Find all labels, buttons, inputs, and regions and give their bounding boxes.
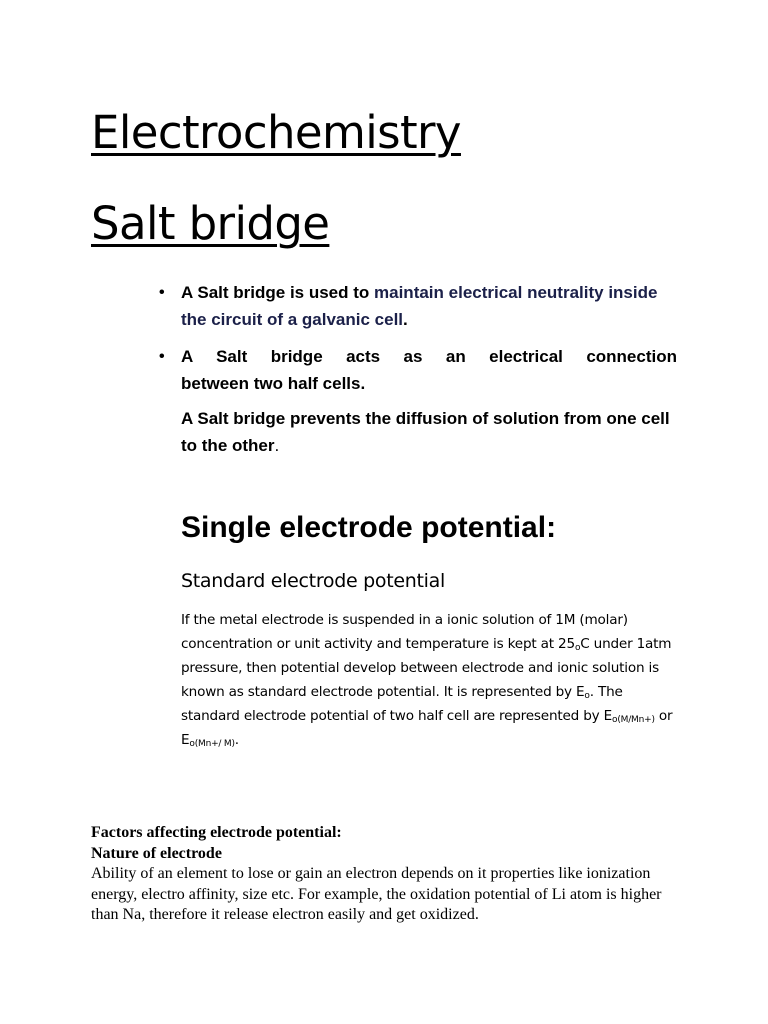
std-text-main: If the metal electrode is suspended in a ionic solution of 1M (molar) concentration or unit activity and temperature is kept at 25: [181, 612, 628, 652]
factors-heading: Factors affecting electrode potential:: [91, 824, 342, 841]
diffusion-end: .: [274, 436, 280, 455]
bullet-1-end: .: [403, 310, 408, 329]
list-item: [159, 343, 677, 397]
bullet-dot-icon: •: [159, 348, 165, 365]
std-sub-o1: o: [574, 643, 581, 653]
bullet-2-line-1: A Salt bridge acts as an electrical connection: [181, 347, 677, 366]
page-title: Electrochemistry: [91, 106, 461, 159]
salt-bridge-bullet-list: [159, 279, 677, 397]
list-item: [159, 279, 677, 333]
std-sub-o2: o: [584, 691, 590, 701]
salt-bridge-diffusion-paragraph: [181, 405, 677, 459]
factors-paragraph: Ability of an element to lose or gain an electron depends on it properties like ionization energy, electro affinity, size etc. For example, the oxidation potential of Li atom is higher than Na, therefore it release electron easily and get oxidized.: [91, 865, 662, 923]
std-text-or: or E: [181, 708, 673, 748]
bullet-dot-icon: •: [159, 284, 165, 301]
std-text-c: C under 1atm pressure, then potential develop between electrode and ionic solution is known as standard electrode potential. It is represented by E: [181, 636, 672, 700]
std-text-end: .: [234, 732, 239, 748]
factors-section: [91, 823, 676, 926]
std-sub-m1: o(M/Mn+): [612, 715, 655, 725]
bullet-1-lead: A Salt bridge is used to: [181, 283, 375, 302]
standard-electrode-heading: Standard electrode potential: [181, 570, 445, 592]
bullet-1-highlight: maintain electrical neutrality inside the circuit of a galvanic cell: [181, 283, 658, 329]
standard-electrode-paragraph: [181, 608, 681, 752]
section-title-salt-bridge: Salt bridge: [91, 197, 330, 250]
nature-of-electrode-heading: Nature of electrode: [91, 844, 222, 862]
std-text-half: . The standard electrode potential of two half cell are represented by E: [181, 684, 623, 724]
single-electrode-heading: Single electrode potential:: [181, 511, 557, 544]
std-sub-m2: o(Mn+/ M): [189, 739, 235, 749]
diffusion-text: A Salt bridge prevents the diffusion of solution from one cell to the other: [181, 409, 670, 455]
bullet-2-line-2: between two half cells.: [181, 374, 366, 393]
